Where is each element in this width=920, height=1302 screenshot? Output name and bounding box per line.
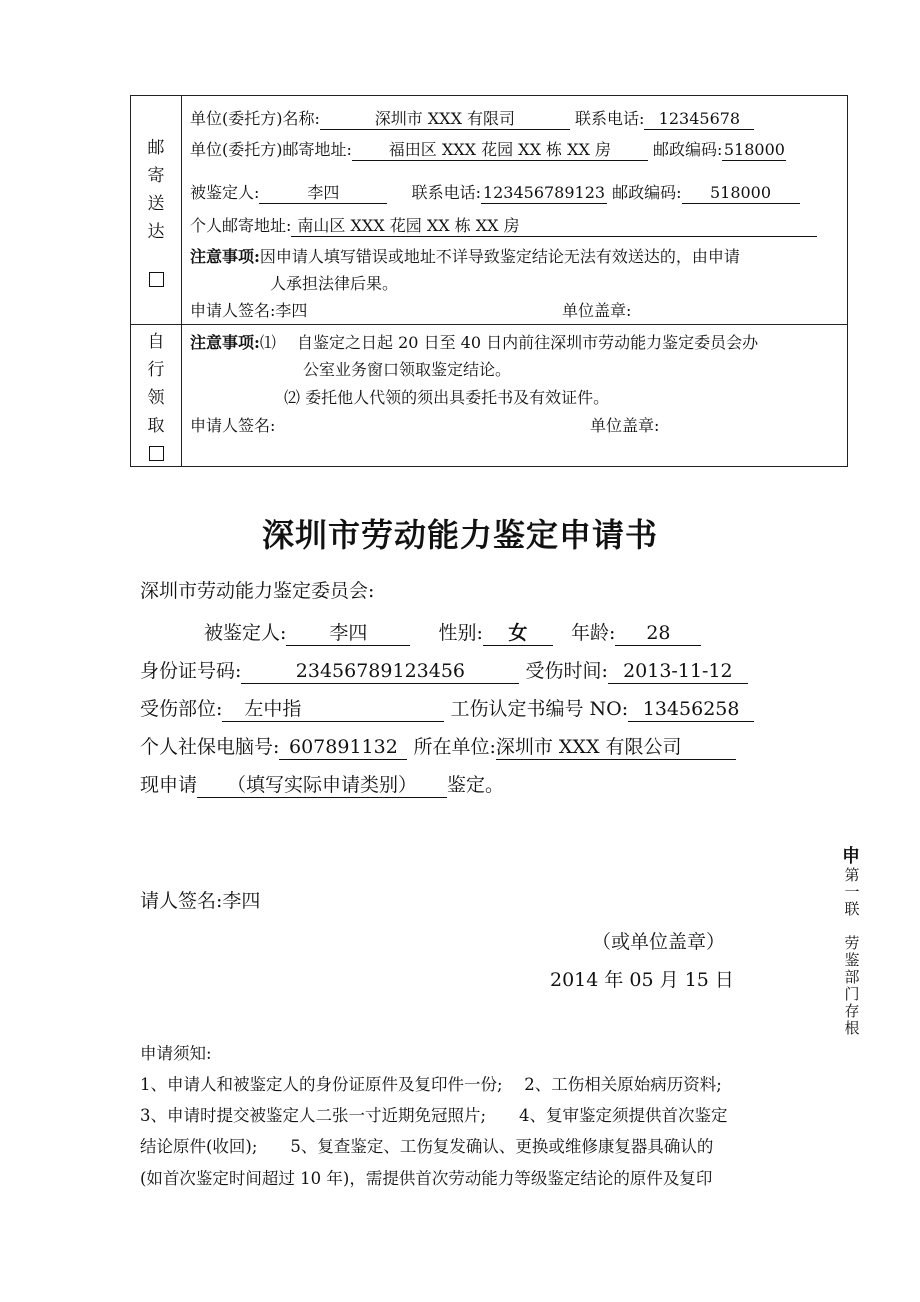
injury-time-field[interactable]: 2013-11-12 xyxy=(608,661,748,684)
self-pickup-label xyxy=(131,328,181,470)
pickup-label-char: 行 xyxy=(147,360,165,380)
unit-postcode-label: 邮政编码: xyxy=(652,140,723,159)
mail-delivery-checkbox[interactable] xyxy=(149,272,164,287)
instructions-heading: 申请须知: xyxy=(140,1044,212,1063)
mail-notice-label: 注意事项: xyxy=(190,247,260,266)
instructions-line2: 3、申请时提交被鉴定人二张一寸近期免冠照片; 4、复审鉴定须提供首次鉴定 xyxy=(140,1106,728,1125)
pickup-label-char: 自 xyxy=(147,332,165,352)
pickup-label-char: 取 xyxy=(147,416,165,436)
cert-field[interactable]: 13456258 xyxy=(628,699,754,722)
contact-phone-field[interactable]: 12345678 xyxy=(644,110,754,130)
apply-suffix: 鉴定。 xyxy=(447,774,505,796)
pickup-item2: ⑵ 委托他人代领的须出具委托书及有效证件。 xyxy=(284,388,610,407)
unit-address-label: 单位(委托方)邮寄地址: xyxy=(190,140,352,159)
unit-address-field[interactable]: 福田区 XXX 花园 XX 栋 XX 房 xyxy=(352,141,648,161)
person-postcode-label: 邮政编码: xyxy=(612,183,682,202)
injury-part-label: 受伤部位: xyxy=(140,698,223,720)
apply-type-field[interactable]: （填写实际申请类别） xyxy=(197,775,447,798)
id-field[interactable]: 23456789123456 xyxy=(241,661,519,684)
seal-note: （或单位盖章） xyxy=(592,931,726,953)
employer-label: 所在单位: xyxy=(413,736,496,758)
mail-sign-label: 申请人签名: xyxy=(190,301,276,320)
cert-label: 工伤认定书编号 NO: xyxy=(450,698,629,720)
form-person-field[interactable]: 李四 xyxy=(286,623,410,646)
unit-name-row xyxy=(190,106,754,130)
unit-name-field[interactable]: 深圳市 XXX 有限司 xyxy=(320,110,570,130)
person-name-field[interactable]: 李四 xyxy=(259,184,387,204)
mail-label-char: 送 xyxy=(147,194,165,214)
pickup-seal-label: 单位盖章: xyxy=(590,416,660,435)
apply-prefix: 现申请 xyxy=(140,774,198,796)
instructions-line3: 结论原件(收回); 5、复查鉴定、工伤复发确认、更换或维修康复器具确认的 xyxy=(140,1137,714,1156)
social-label: 个人社保电脑号: xyxy=(140,736,280,758)
apply-row xyxy=(140,770,504,798)
form-person-label: 被鉴定人: xyxy=(204,622,287,644)
age-field[interactable]: 28 xyxy=(615,623,701,646)
mail-sign-row xyxy=(190,298,307,321)
form-sign-row xyxy=(140,886,260,913)
personal-address-label: 个人邮寄地址: xyxy=(190,216,292,235)
age-label: 年龄: xyxy=(571,622,616,644)
mail-notice-line1: 因申请人填写错误或地址不详导致鉴定结论无法有效送达的，由申请 xyxy=(259,247,740,266)
social-field[interactable]: 607891132 xyxy=(279,737,407,760)
pickup-notice-row xyxy=(190,330,758,353)
mail-seal-label: 单位盖章: xyxy=(562,301,632,320)
mail-notice-line2: 人承担法律后果。 xyxy=(270,274,399,293)
person-postcode-field[interactable]: 518000 xyxy=(682,184,800,204)
form-sign-value[interactable]: 李四 xyxy=(222,890,261,912)
pickup-item1-line1: 自鉴定之日起 20 日至 40 日内前往深圳市劳动能力鉴定委员会办 xyxy=(297,333,759,352)
mail-delivery-label xyxy=(131,134,181,296)
injury-time-label: 受伤时间: xyxy=(525,660,608,682)
instructions-line4: (如首次鉴定时间超过 10 年)，需提供首次劳动能力等级鉴定结论的原件及复印 xyxy=(140,1169,713,1188)
table-column-divider xyxy=(181,96,182,466)
addressee: 深圳市劳动能力鉴定委员会: xyxy=(140,580,375,602)
person-label: 被鉴定人: xyxy=(190,183,260,202)
side-note xyxy=(838,848,864,1037)
mail-label-char: 寄 xyxy=(147,166,165,186)
gender-label: 性别: xyxy=(438,622,483,644)
unit-postcode-field[interactable]: 518000 xyxy=(723,140,785,159)
id-row xyxy=(140,656,748,684)
mail-notice xyxy=(190,244,740,267)
pickup-notice-label: 注意事项: xyxy=(190,333,260,352)
self-pickup-checkbox[interactable] xyxy=(149,446,164,461)
mail-sign-value[interactable]: 李四 xyxy=(275,301,308,320)
person-info-row xyxy=(204,618,701,646)
unit-address-row xyxy=(190,137,786,161)
mail-label-char: 达 xyxy=(147,222,165,242)
side-note-text: 第一联 劳鉴部门存根 xyxy=(842,867,861,1037)
gender-field[interactable]: 女 xyxy=(483,623,553,646)
personal-address-row xyxy=(190,213,817,237)
pickup-item1-num: ⑴ xyxy=(259,333,276,352)
person-phone-field[interactable]: 123456789123 xyxy=(482,183,606,202)
person-row xyxy=(190,180,800,204)
id-label: 身份证号码: xyxy=(140,660,242,682)
contact-phone-label: 联系电话: xyxy=(574,109,645,128)
person-phone-label: 联系电话: xyxy=(411,183,481,202)
injury-row xyxy=(140,694,754,722)
table-row-divider xyxy=(131,324,847,325)
unit-name-label: 单位(委托方)名称: xyxy=(190,109,320,128)
page-title: 深圳市劳动能力鉴定申请书 xyxy=(261,516,658,554)
pickup-item1-line2: 公室业务窗口领取鉴定结论。 xyxy=(303,360,512,379)
form-sign-label: 请人签名: xyxy=(140,890,223,912)
personal-address-field[interactable]: 南山区 XXX 花园 XX 栋 XX 房 xyxy=(291,217,817,237)
instructions-line1: 1、申请人和被鉴定人的身份证原件及复印件一份; 2、工伤相关原始病历资料; xyxy=(140,1075,722,1094)
employer-field[interactable]: 深圳市 XXX 有限公司 xyxy=(496,737,736,760)
mail-label-char: 邮 xyxy=(147,138,165,158)
side-note-first-char: 申 xyxy=(842,846,860,867)
pickup-sign-label: 申请人签名: xyxy=(190,416,276,435)
form-date[interactable]: 2014 年 05 月 15 日 xyxy=(550,969,734,991)
social-row xyxy=(140,732,736,760)
pickup-label-char: 领 xyxy=(147,388,165,408)
injury-part-field[interactable]: 左中指 xyxy=(222,699,444,722)
